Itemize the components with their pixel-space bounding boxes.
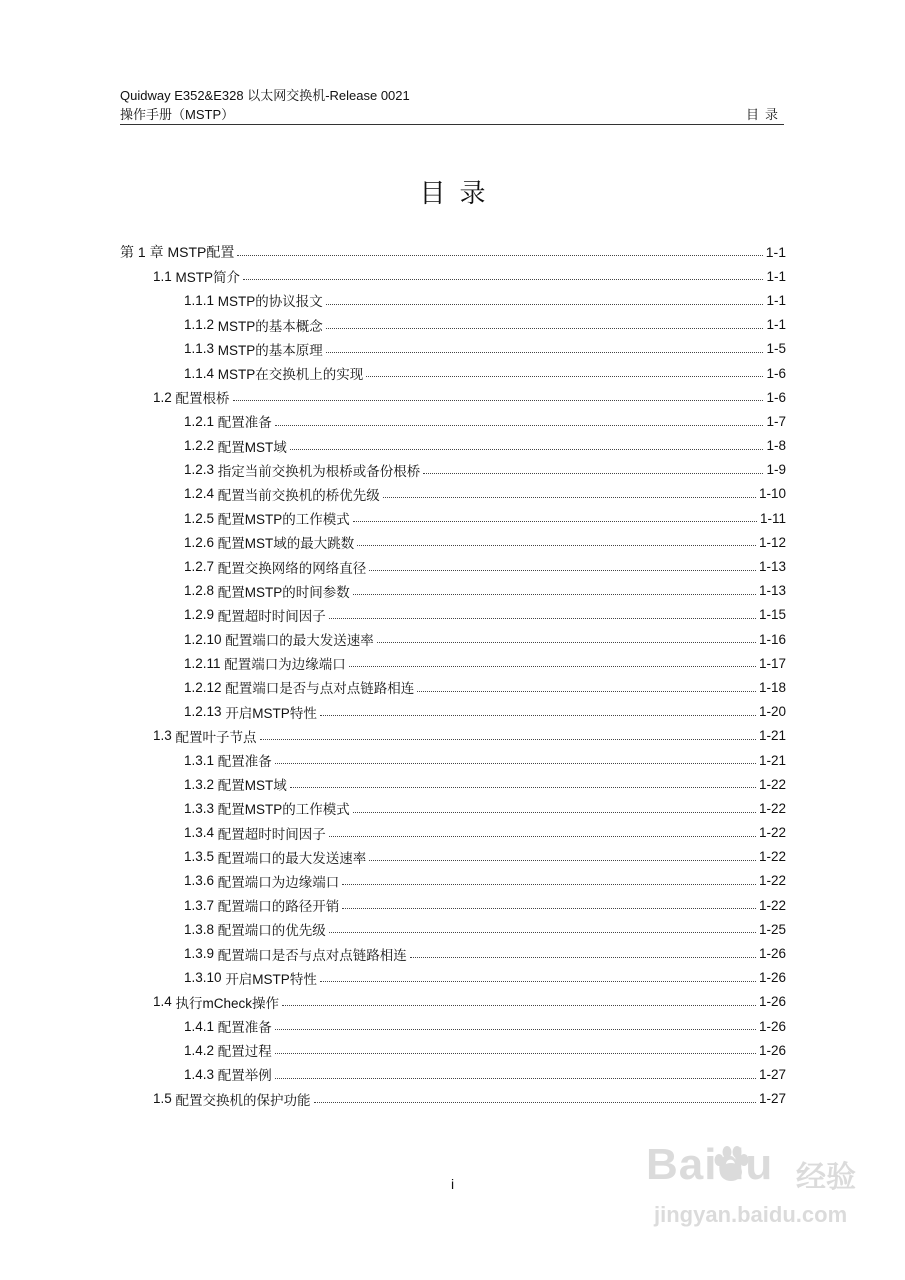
toc-entry-number: 1.2.9 — [184, 607, 215, 623]
toc-entry-number: 1.2.2 — [184, 438, 215, 454]
toc-leader-dots — [423, 472, 763, 474]
toc-entry-page: 1-22 — [758, 873, 786, 889]
watermark-suffix: 经验 — [796, 1161, 856, 1194]
toc-leader-dots — [329, 835, 756, 837]
toc-entry-page: 1-6 — [766, 365, 786, 381]
toc-entry[interactable] — [120, 772, 786, 796]
toc-leader-dots — [410, 956, 756, 958]
toc-entry[interactable] — [120, 869, 786, 893]
toc-leader-dots — [342, 883, 756, 885]
toc-entry-number: 1.1.4 — [184, 365, 215, 381]
toc-leader-dots — [326, 351, 764, 353]
toc-entry-title: 配置MST域的最大跳数 — [217, 536, 355, 552]
toc-entry[interactable] — [120, 458, 786, 482]
toc-entry-number: 1.5 — [153, 1091, 172, 1107]
toc-entry-page: 1-20 — [758, 704, 786, 720]
toc-entry-number: 1.1.1 — [184, 292, 215, 308]
toc-entry-page: 1-8 — [766, 438, 786, 454]
toc-entry-title: 配置交换网络的网络直径 — [217, 560, 367, 576]
toc-entry-title: 配置准备 — [217, 415, 272, 431]
toc-entry-page: 1-22 — [758, 776, 786, 792]
watermark-url: jingyan.baidu.com — [654, 1202, 848, 1227]
toc-entry-number: 1.1 — [153, 268, 172, 284]
toc-entry-page: 1-27 — [758, 1066, 786, 1082]
toc-entry[interactable] — [120, 1062, 786, 1086]
header-divider — [120, 124, 784, 125]
watermark — [646, 1140, 866, 1250]
toc-entry-page: 1-26 — [758, 946, 786, 962]
paw-icon — [710, 1144, 752, 1186]
toc-entry-page: 1-27 — [758, 1091, 786, 1107]
toc-entry[interactable] — [120, 482, 786, 506]
toc-entry-number: 1.3.9 — [184, 946, 215, 962]
toc-entry-title: 配置当前交换机的桥优先级 — [217, 487, 380, 503]
toc-entry-number: 1.2.10 — [184, 631, 222, 647]
toc-entry-title: 配置端口的优先级 — [217, 923, 326, 939]
toc-entry-number: 1.3.5 — [184, 849, 215, 865]
toc-leader-dots — [369, 569, 756, 571]
toc-leader-dots — [369, 859, 756, 861]
toc-entry-page: 1-22 — [758, 849, 786, 865]
toc-entry[interactable] — [120, 264, 786, 288]
header-manual-line: 操作手册（MSTP） — [120, 107, 235, 122]
toc-leader-dots — [290, 786, 756, 788]
toc-entry[interactable] — [120, 603, 786, 627]
toc-leader-dots — [377, 641, 756, 643]
toc-entry-number: 1.4.3 — [184, 1066, 215, 1082]
toc-entry-page: 1-26 — [758, 970, 786, 986]
toc-entry-page: 1-26 — [758, 1042, 786, 1058]
toc-entry[interactable] — [120, 579, 786, 603]
toc-entry[interactable] — [120, 385, 786, 409]
toc-entry[interactable] — [120, 409, 786, 433]
toc-entry-number: 1.2.3 — [184, 462, 215, 478]
toc-entry-page: 1-11 — [759, 510, 786, 526]
toc-entry-page: 1-13 — [758, 559, 786, 575]
toc-entry-title: 配置端口的路径开销 — [217, 899, 340, 915]
toc-entry[interactable] — [120, 651, 786, 675]
toc-entry-number: 1.4.2 — [184, 1042, 215, 1058]
toc-entry[interactable] — [120, 893, 786, 917]
toc-entry-title: 配置端口是否与点对点链路相连 — [217, 947, 407, 963]
toc-leader-dots — [275, 1028, 756, 1030]
toc-entry-number: 1.3.3 — [184, 800, 215, 816]
toc-entry-title: 配置过程 — [217, 1044, 272, 1060]
toc-leader-dots — [383, 496, 756, 498]
toc-entry-page: 1-7 — [766, 413, 786, 429]
toc-entry-page: 1-1 — [766, 268, 786, 284]
toc-entry[interactable] — [120, 845, 786, 869]
toc-entry-page: 1-17 — [758, 655, 786, 671]
toc-entry-title: 配置叶子节点 — [175, 729, 257, 745]
toc-entry-number: 1.3.1 — [184, 752, 215, 768]
toc-entry-number: 1.3.10 — [184, 970, 222, 986]
toc-entry-title: 配置端口为边缘端口 — [217, 874, 340, 890]
toc-entry-title: 配置MSTP的工作模式 — [217, 802, 350, 818]
toc-leader-dots — [329, 617, 756, 619]
toc-leader-dots — [243, 278, 763, 280]
toc-entry-title: 配置交换机的保护功能 — [175, 1092, 311, 1108]
toc-entry-number: 1.2.7 — [184, 559, 215, 575]
toc-leader-dots — [342, 907, 756, 909]
toc-entry[interactable] — [120, 821, 786, 845]
toc-entry-title: 配置MST域 — [217, 439, 287, 455]
toc-entry-page: 1-1 — [765, 244, 786, 261]
toc-leader-dots — [237, 254, 762, 256]
toc-entry[interactable] — [120, 700, 786, 724]
toc-entry-title: 配置举例 — [217, 1068, 272, 1084]
page-number: i — [450, 1176, 455, 1192]
toc-entry-title: 配置超时时间因子 — [217, 608, 326, 624]
toc-entry-number: 1.2.5 — [184, 510, 215, 526]
toc-entry-number: 第 1 章 — [120, 244, 164, 261]
toc-entry-number: 1.2.11 — [184, 655, 221, 671]
toc-entry[interactable] — [120, 530, 786, 554]
toc-entry[interactable] — [120, 1087, 786, 1111]
toc-entry-page: 1-6 — [766, 389, 786, 405]
toc-entry[interactable] — [120, 990, 786, 1014]
toc-entry-title: MSTP配置 — [167, 244, 235, 261]
toc-entry[interactable] — [120, 361, 786, 385]
toc-entry-number: 1.3 — [153, 728, 172, 744]
toc-leader-dots — [329, 931, 756, 933]
toc-entry[interactable] — [120, 337, 786, 361]
toc-entry-title: MSTP的协议报文 — [217, 294, 323, 310]
toc-entry-title: MSTP的基本原理 — [217, 342, 323, 358]
toc-entry-page: 1-22 — [758, 800, 786, 816]
toc-leader-dots — [366, 375, 763, 377]
toc-entry-title: 配置超时时间因子 — [217, 826, 326, 842]
toc-entry[interactable] — [120, 434, 786, 458]
toc-leader-dots — [260, 738, 756, 740]
toc-entry-page: 1-26 — [758, 994, 786, 1010]
header-product-line: Quidway E352&E328 以太网交换机-Release 0021 — [120, 88, 410, 103]
toc-leader-dots — [282, 1004, 756, 1006]
toc-entry-number: 1.4.1 — [184, 1018, 215, 1034]
toc-entry-page: 1-10 — [758, 486, 786, 502]
toc-leader-dots — [320, 980, 756, 982]
toc-leader-dots — [275, 762, 756, 764]
toc-entry-page: 1-5 — [766, 341, 786, 357]
toc-entry[interactable] — [120, 288, 786, 312]
toc-entry-page: 1-13 — [758, 583, 786, 599]
toc-entry[interactable] — [120, 748, 786, 772]
toc-entry-number: 1.2 — [153, 389, 172, 405]
toc-entry-number: 1.3.4 — [184, 825, 215, 841]
toc-entry[interactable] — [120, 240, 786, 264]
toc-leader-dots — [314, 1101, 756, 1103]
toc-entry-title: 配置准备 — [217, 1020, 272, 1036]
toc-entry-title: MSTP简介 — [175, 270, 241, 286]
toc-entry-number: 1.1.2 — [184, 317, 215, 333]
toc-leader-dots — [275, 1077, 756, 1079]
toc-leader-dots — [275, 424, 764, 426]
toc-entry[interactable] — [120, 627, 786, 651]
toc-entry-number: 1.3.2 — [184, 776, 215, 792]
toc-entry[interactable] — [120, 796, 786, 820]
page-title: 目录 — [419, 178, 500, 208]
toc-entry[interactable] — [120, 941, 786, 965]
toc-leader-dots — [275, 1052, 756, 1054]
toc-entry[interactable] — [120, 966, 786, 990]
toc-leader-dots — [417, 690, 756, 692]
toc-entry-number: 1.3.6 — [184, 873, 215, 889]
toc-entry-title: 配置准备 — [217, 754, 272, 770]
toc-entry-title: 执行mCheck操作 — [175, 995, 280, 1011]
toc-entry[interactable] — [120, 1038, 786, 1062]
toc-entry-title: 配置端口是否与点对点链路相连 — [225, 681, 415, 697]
toc-entry-title: MSTP在交换机上的实现 — [217, 367, 364, 383]
toc-entry-title: MSTP的基本概念 — [217, 318, 323, 334]
toc-entry-title: 配置MSTP的工作模式 — [217, 512, 350, 528]
toc-entry-title: 配置MST域 — [217, 778, 287, 794]
toc-entry[interactable] — [120, 313, 786, 337]
toc-entry-number: 1.2.6 — [184, 534, 215, 550]
toc-entry-page: 1-18 — [758, 679, 786, 695]
toc-leader-dots — [353, 593, 756, 595]
toc-entry-title: 配置根桥 — [175, 391, 230, 407]
toc-leader-dots — [357, 544, 756, 546]
toc-entry-title: 开启MSTP特性 — [225, 705, 317, 721]
toc-entry-page: 1-22 — [758, 897, 786, 913]
toc-entry-number: 1.2.4 — [184, 486, 215, 502]
toc-entry-page: 1-1 — [766, 317, 786, 333]
toc-entry-number: 1.2.13 — [184, 704, 222, 720]
toc-entry-number: 1.2.12 — [184, 679, 222, 695]
toc-leader-dots — [320, 714, 756, 716]
toc-entry[interactable] — [120, 506, 786, 530]
toc-leader-dots — [233, 399, 764, 401]
toc-leader-dots — [353, 520, 757, 522]
toc-entry-title: 配置端口为边缘端口 — [224, 657, 346, 673]
toc-entry[interactable] — [120, 554, 786, 578]
watermark-logo: Baidu — [646, 1140, 774, 1189]
toc-entry[interactable] — [120, 724, 786, 748]
toc-entry-page: 1-22 — [758, 825, 786, 841]
toc-entry-page: 1-21 — [758, 728, 786, 744]
toc-entry-page: 1-9 — [766, 462, 786, 478]
toc-entry[interactable] — [120, 917, 786, 941]
toc-entry-page: 1-21 — [758, 752, 786, 768]
toc-entry-page: 1-26 — [758, 1018, 786, 1034]
toc-leader-dots — [290, 448, 764, 450]
toc-entry-title: 配置端口的最大发送速率 — [217, 850, 367, 866]
toc-entry-number: 1.2.1 — [184, 413, 215, 429]
toc-entry-title: 配置端口的最大发送速率 — [225, 633, 374, 649]
toc-entry-page: 1-16 — [758, 631, 786, 647]
toc-entry-page: 1-15 — [758, 607, 786, 623]
toc-leader-dots — [353, 811, 756, 813]
toc-entry-page: 1-12 — [758, 534, 786, 550]
toc-entry-number: 1.1.3 — [184, 341, 215, 357]
toc-leader-dots — [349, 665, 756, 667]
toc-entry-number: 1.3.8 — [184, 921, 215, 937]
running-header — [120, 86, 410, 124]
toc-entry-number: 1.2.8 — [184, 583, 215, 599]
toc-leader-dots — [326, 327, 764, 329]
toc-entry-number: 1.3.7 — [184, 897, 215, 913]
table-of-contents — [120, 240, 786, 1111]
toc-entry-number: 1.4 — [153, 994, 172, 1010]
toc-entry[interactable] — [120, 1014, 786, 1038]
header-section-label: 目录 — [745, 107, 784, 122]
toc-entry-page: 1-25 — [758, 921, 786, 937]
toc-entry-title: 配置MSTP的时间参数 — [217, 584, 350, 600]
toc-entry-title: 开启MSTP特性 — [225, 971, 317, 987]
toc-entry[interactable] — [120, 675, 786, 699]
toc-entry-title: 指定当前交换机为根桥或备份根桥 — [217, 463, 421, 479]
toc-entry-page: 1-1 — [766, 292, 786, 308]
toc-leader-dots — [326, 303, 764, 305]
